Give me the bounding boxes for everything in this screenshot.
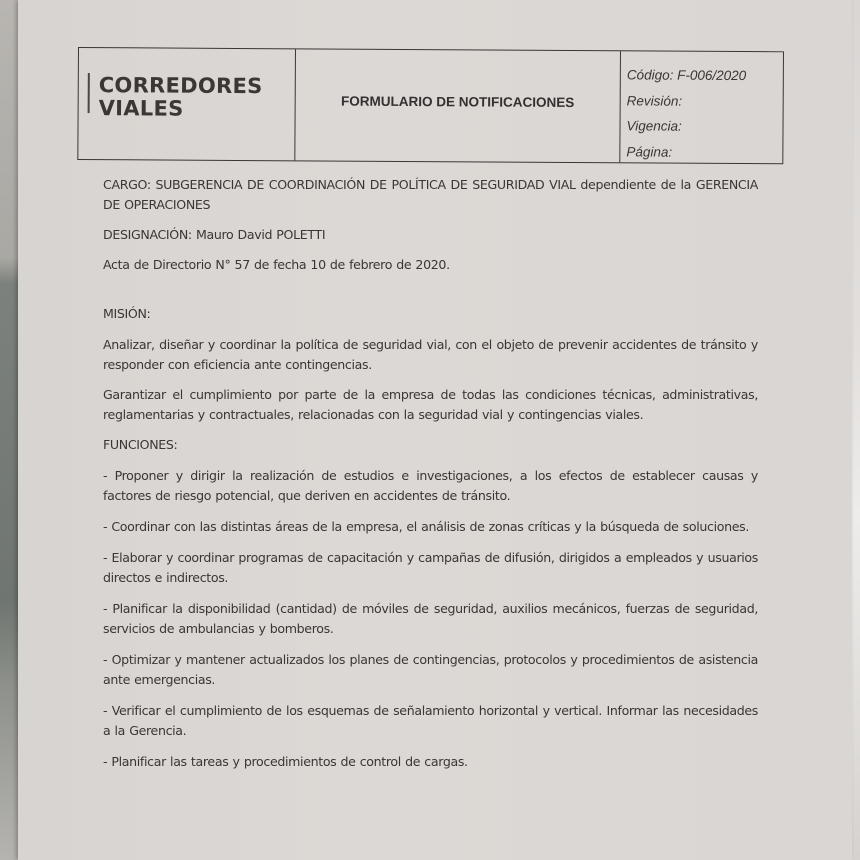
logo-line-1: CORREDORES — [98, 73, 263, 99]
form-header-table — [77, 47, 784, 164]
funcion-item: - Elaborar y coordinar programas de capacitación y campañas de difusión, dirigidos a empleados y usuarios directos e indirectos. — [103, 550, 758, 585]
form-meta-cell — [620, 51, 783, 163]
mision-heading: MISIÓN: — [103, 306, 151, 321]
funcion-item: - Coordinar con las distintas áreas de la empresa, el análisis de zonas críticas y la búsqueda de soluciones. — [103, 519, 749, 534]
meta-revision: Revisión: — [626, 92, 683, 109]
funcion-item: - Planificar las tareas y procedimientos de control de cargas. — [103, 754, 468, 769]
funcion-item: - Planificar la disponibilidad (cantidad) de móviles de seguridad, auxilios mecánicos, fuerzas de seguridad, servicios de ambulancias y bomberos. — [103, 601, 758, 636]
logo-line-2: VIALES — [98, 96, 184, 121]
logo-cell — [78, 48, 296, 160]
meta-codigo: Código: F-006/2020 — [626, 67, 747, 84]
funcion-item: - Proponer y dirigir la realización de estudios e investigaciones, a los efectos de establecer causas y factores de riesgo potencial, que deriven en accidentes de tránsito. — [103, 468, 758, 503]
cargo-text: CARGO: SUBGERENCIA DE COORDINACIÓN DE POLÍTICA DE SEGURIDAD VIAL dependiente de la GERENCIA DE OPERACIONES — [103, 177, 758, 212]
mision-paragraph: Garantizar el cumplimiento por parte de la empresa de todas las condiciones técnicas, administrativas, reglamentarias y contractuales, relacionadas con la seguridad vial y contingencias viales. — [103, 387, 758, 422]
designacion-text: DESIGNACIÓN: Mauro David POLETTI — [103, 227, 326, 242]
company-logo — [99, 74, 263, 121]
document-body — [103, 175, 758, 783]
funcion-item: - Optimizar y mantener actualizados los planes de contingencias, protocolos y procedimientos de asistencia ante emergencias. — [103, 652, 758, 687]
mision-paragraph: Analizar, diseñar y coordinar la política de seguridad vial, con el objeto de prevenir accidentes de tránsito y responder con eficiencia ante contingencias. — [103, 337, 758, 372]
document-page — [18, 0, 852, 860]
meta-vigencia: Vigencia: — [626, 118, 682, 134]
acta-text: Acta de Directorio N° 57 de fecha 10 de febrero de 2020. — [103, 257, 450, 272]
meta-pagina: Página: — [626, 143, 673, 160]
form-title: FORMULARIO DE NOTIFICACIONES — [341, 93, 575, 111]
funciones-heading: FUNCIONES: — [103, 437, 178, 452]
funcion-item: - Verificar el cumplimiento de los esquemas de señalamiento horizontal y vertical. Informar las necesidades a la Gerencia. — [103, 703, 758, 738]
form-title-cell — [295, 49, 621, 162]
logo-bar-icon — [88, 73, 90, 113]
